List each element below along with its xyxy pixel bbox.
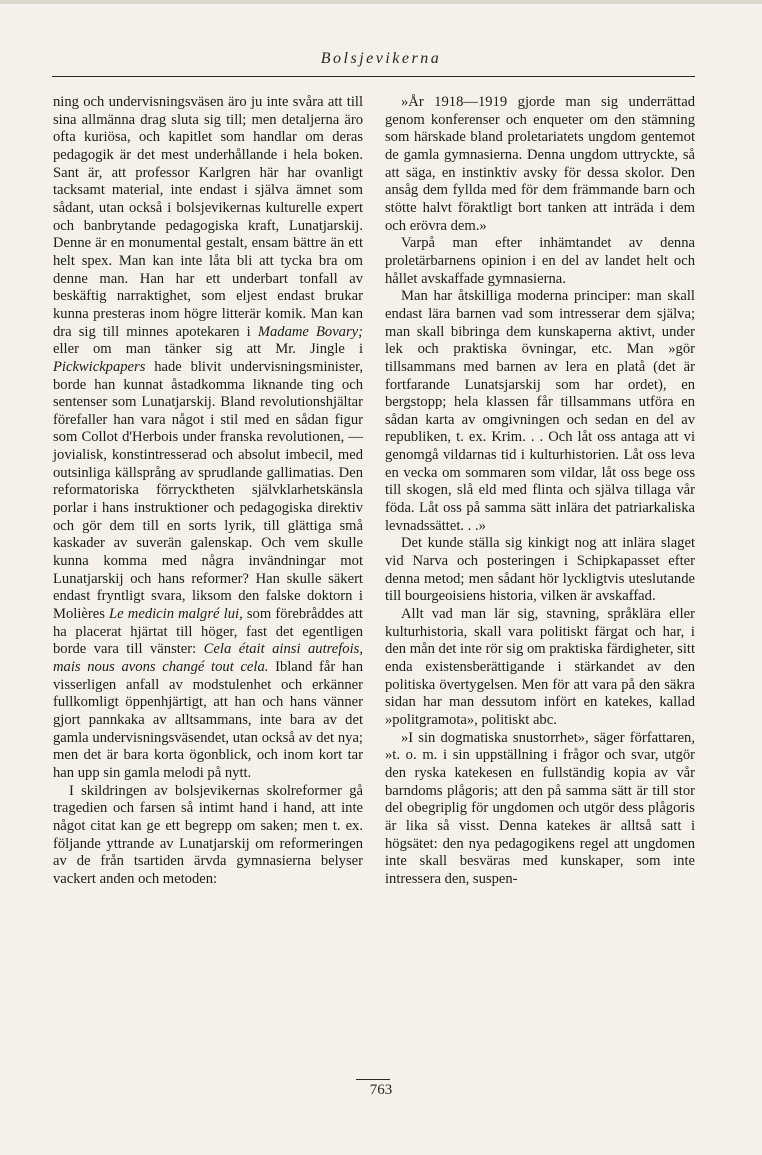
left-paragraph-2: I skildringen av bolsjevikernas skolreformer gå tragedien och farsen så intimt hand i hand, att inte något citat kan ge ett begrepp om saken; men t. ex. följande yttrande av Lunatjarskij om reformeringen av de från tsartiden ärvda gymnasierna belyser vackert anden och metoden: [53, 782, 363, 887]
left-paragraph-1 [53, 94, 363, 783]
text-run: ning och undervisningsväsen äro ju inte svåra att till sina allmänna drag sluta sig till; men detaljerna äro ofta kuriösa, och kapitlet som handlar om deras pedagogik är det mest underhållande i hela boken. Sant är, att professor Karlgren här har ovanligt tacksamt material, inte endast i själva ämnet som sådant, utan också i bolsjevikernas kulturelle expert och banbrytande pedagogiska kraft, Lunatjarskij. Denne är en monumental gestalt, ensam bättre än ett helt spex. Man kan inte låta bli att tycka bra om denne man. Han har ett underbart tonfall av beskäftig narraktighet, som eljest endast brukar kunna presteras inom högre litterär komik. Man kan dra sig till minnes apotekaren i [53, 94, 363, 340]
right-paragraph-5: Allt vad man lär sig, stavning, språklära eller kulturhistoria, skall vara politiskt färgat och har, i den mån det inte rör sig om praktiska färdigheter, sitt enda existensberättigande i stärkandet av den politiska övertygelsen. Men för att vara på den säkra sidan har man dessutom infört en katekes, kallad »politgramota», politiskt abc. [385, 606, 695, 728]
text-run: eller om man tänker sig att Mr. Jingle i [53, 341, 363, 358]
italic-title-madame-bovary: Madame Bovary; [257, 323, 363, 340]
right-paragraph-3: Man har åtskilliga moderna principer: man skall endast lära barnen vad som intresserar dem själva; man skall bibringa dem kunskaperna aktivt, under lek och praktiska övningar, etc. Man »gör tillsammans med barnen av lera en platå (det är fortfarande Lunatsjarskij som har ordet), en bergstopp; hela klassen får tillsammans utföra en sådan karta av omgivningen och sedan en del av republiken, t. ex. Krim. . . Och låt oss antaga att vi genomgå vildarnas tid i kulturhistorien. Låt oss leva en vecka om sommaren som vildar, låt oss bege oss till skogen, slå eld med flinta och själva tillaga vår föda. Låt oss på samma sätt inlära det patriarkaliska levnadssättet. . .» [385, 288, 695, 534]
right-paragraph-1: »År 1918—1919 gjorde man sig underrättad genom konferenser och enqueter om den stämning som härskade bland proletariatets ungdom gentemot de gamla gymnasierna. Denna ungdom uttryckte, så att säga, en instinktiv avsky för dessa skolor. Den ansåg dem fyllda med för dem främmande barn och stötte halvt föraktligt bort tanken att inträda i dem och erövra dem.» [385, 94, 695, 234]
right-column [385, 94, 695, 889]
italic-french-quote: Cela était ainsi autrefois, mais nous avons changé tout cela. [53, 641, 363, 675]
header-rule [52, 76, 695, 77]
text-run: som förebråddes att ha placerat hjärtat till höger, fast det egentligen borde vara till vänster: [53, 606, 363, 658]
page-number-rule [356, 1079, 390, 1080]
running-title: Bolsjevikerna [320, 50, 442, 67]
right-paragraph-4: Det kunde ställa sig kinkigt nog att inlära slaget vid Narva och posteringen i Schipkapasset efter denna metod; men sådant hör lyckligtvis uteslutande till bourgeoisiens historia, vilken är avskaffad. [385, 535, 695, 605]
right-paragraph-6: »I sin dogmatiska snustorrhet», säger författaren, »t. o. m. i sin uppställning i frågor och svar, utgör den ryska katekesen en fullständig kopia av vår barndoms plågoris; att den på samma sätt är till stor del obegriplig för ungdomen och utgör dess plågoris är lika så visst. Denna katekes är alltså satt i högsätet: den nya pedagogikens regel att ungdomen inte skall besväras med kunskaper, som inte intressera den, suspen- [385, 729, 695, 887]
italic-title-pickwickpapers: Pickwickpapers [53, 358, 146, 375]
page-top-edge [0, 0, 762, 4]
text-run: hade blivit undervisningsminister, borde han kunnat åstadkomma liknande ting och sentenser som Lunatjarskij. Bland revolutionshjältar förefaller han vara något i stil med en sådan figur som Collot d'Herbois under franska revolutionen, — jovialisk, konstintresserad och absolut imbecil, med outsinliga källsprång av sprudlande gallimatias. Den reformatoriska förrycktheten självklarhetskänsla porlar i hans instruktioner och pedagogiska direktiv och gör dem till en sorts lyrik, till glättiga små kaskader av suverän galenskap. Och vem skulle kunna komma med några invändningar mot Lunatjarskij och hans reformer? Han skulle säkert endast fryntligt svara, liksom den falske doktorn i Molières [53, 358, 363, 623]
page-number: 763 [369, 1082, 393, 1098]
right-paragraph-2: Varpå man efter inhämtandet av denna proletärbarnens opinion i en del av landet helt och hållet avskaffade gymnasierna. [385, 235, 695, 287]
italic-title-le-medicin: Le medicin malgré lui, [109, 606, 243, 623]
text-run: Ibland får han visserligen anfall av modstulenhet och erkänner fullkomligt öppenhjärtigt, att han och hans vänner gjort pannkaka av alltsammans, inte bara av det gamla undervisningsväsendet, utan också av det nya; men det är bara korta ögonblick, och inom kort tar han upp sin gamla melodi på nytt. [53, 659, 364, 781]
left-column [53, 94, 363, 889]
